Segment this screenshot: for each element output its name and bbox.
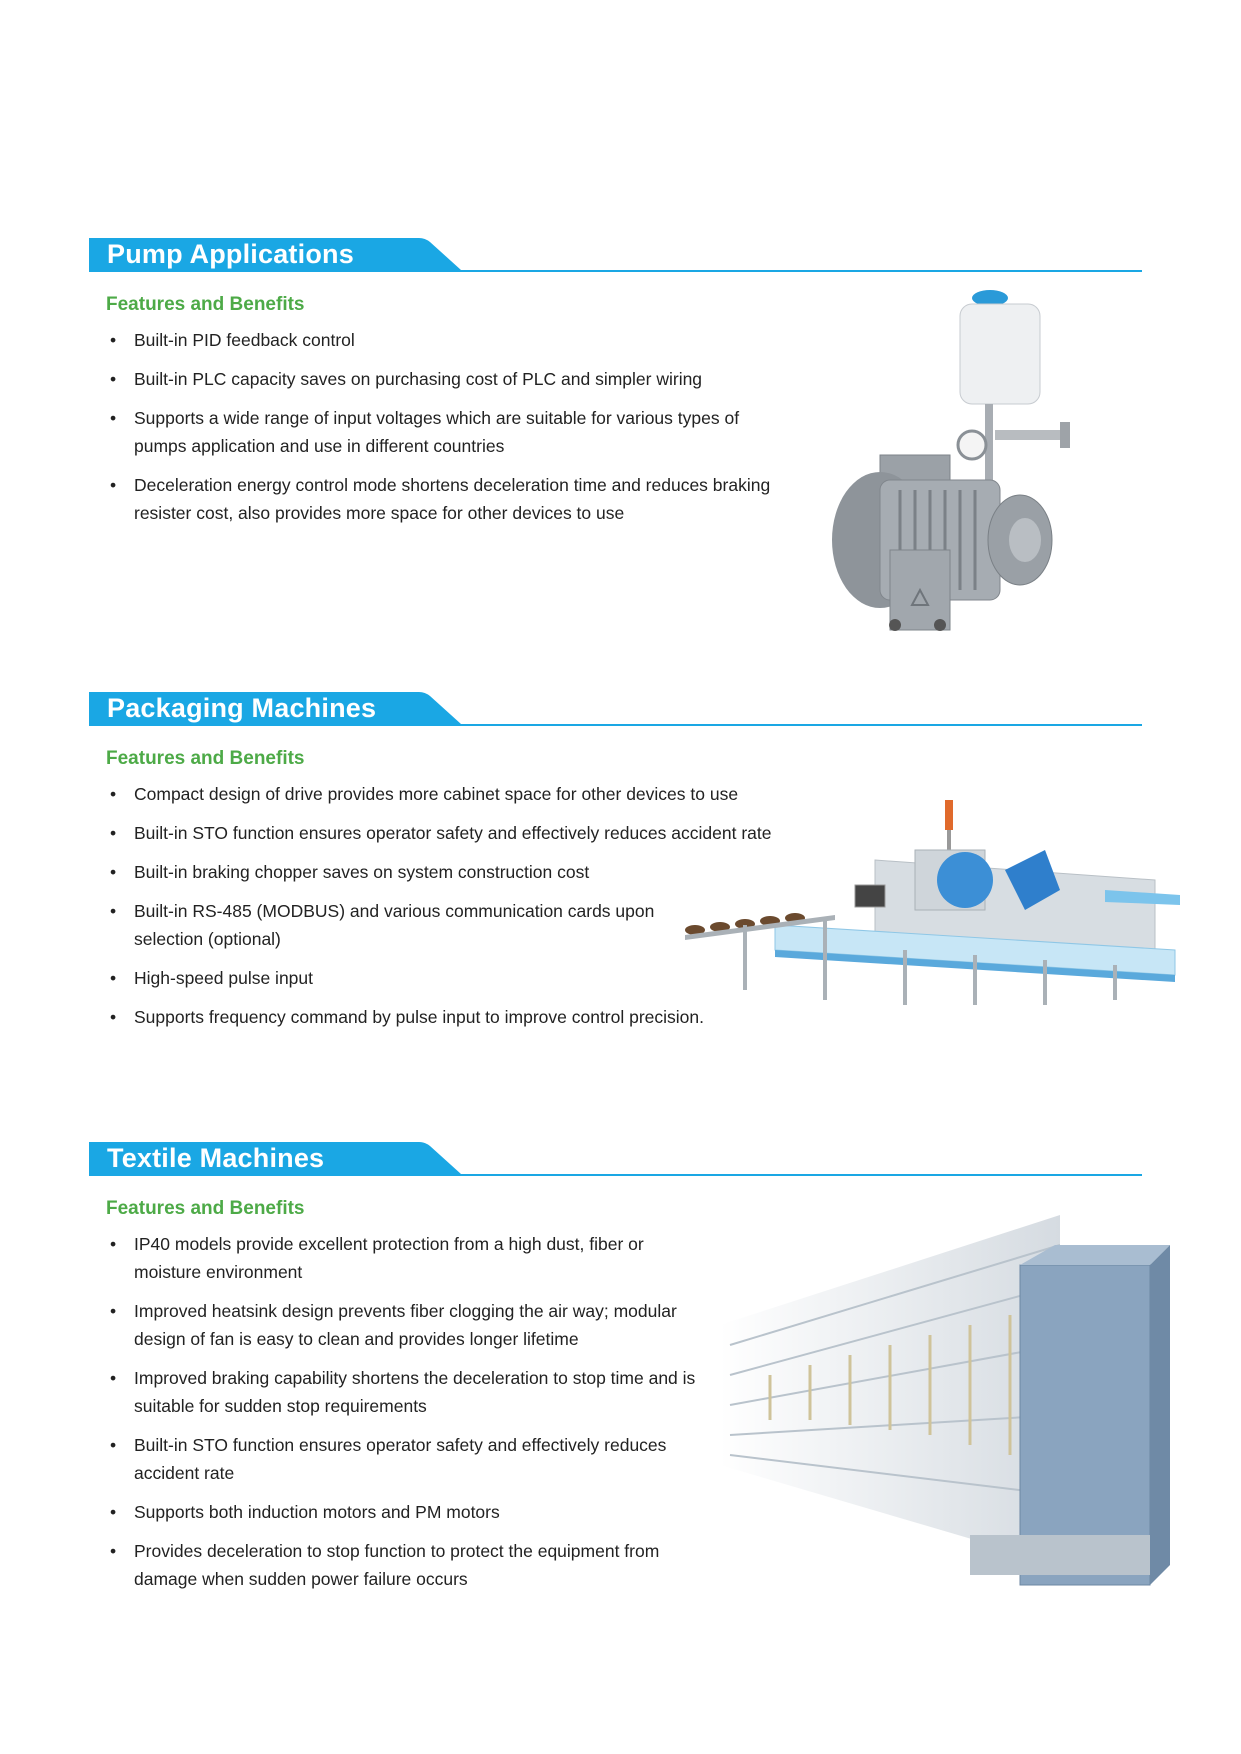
list-item: • Supports both induction motors and PM motors xyxy=(106,1498,706,1526)
list-item: • Supports a wide range of input voltages which are suitable for various types of pumps application and use in different countries xyxy=(106,404,784,460)
list-item: • IP40 models provide excellent protection from a high dust, fiber or moisture environment xyxy=(106,1230,706,1286)
list-item: • Built-in STO function ensures operator safety and effectively reduces accident rate xyxy=(106,819,866,847)
list-item: • Improved heatsink design prevents fiber clogging the air way; modular design of fan is easy to clean and provides longer lifetime xyxy=(106,1297,706,1353)
features-list xyxy=(106,1230,706,1593)
section-banner xyxy=(89,1140,1142,1178)
list-item: • Provides deceleration to stop function to protect the equipment from damage when sudden power failure occurs xyxy=(106,1537,706,1593)
features-benefits-heading: Features and Benefits xyxy=(106,1198,305,1219)
list-item: • Built-in RS-485 (MODBUS) and various communication cards upon selection (optional) xyxy=(106,897,664,953)
textile-machine-illustration xyxy=(710,1205,1190,1605)
list-item: • Built-in PLC capacity saves on purchasing cost of PLC and simpler wiring xyxy=(106,365,786,393)
section-banner xyxy=(89,236,1142,274)
list-item: • Built-in braking chopper saves on system construction cost xyxy=(106,858,866,886)
list-item: • Deceleration energy control mode shortens deceleration time and reduces braking resister cost, also provides more space for other devices to use xyxy=(106,471,784,527)
pump-motor-illustration xyxy=(820,290,1090,650)
list-item: • Built-in STO function ensures operator safety and effectively reduces accident rate xyxy=(106,1431,706,1487)
features-benefits-heading: Features and Benefits xyxy=(106,294,305,315)
list-item: • High-speed pulse input xyxy=(106,964,866,992)
list-item: • Supports frequency command by pulse input to improve control precision. xyxy=(106,1003,866,1031)
section-title: Textile Machines xyxy=(107,1143,325,1173)
features-benefits-heading: Features and Benefits xyxy=(106,748,305,769)
packaging-machine-illustration xyxy=(675,790,1185,1010)
list-item: • Built-in PID feedback control xyxy=(106,326,786,354)
list-item: • Compact design of drive provides more cabinet space for other devices to use xyxy=(106,780,866,808)
section-title: Packaging Machines xyxy=(107,693,377,723)
section-banner xyxy=(89,690,1142,728)
section-title: Pump Applications xyxy=(107,239,354,269)
features-list xyxy=(106,326,786,527)
list-item: • Improved braking capability shortens the deceleration to stop time and is suitable for sudden stop requirements xyxy=(106,1364,706,1420)
